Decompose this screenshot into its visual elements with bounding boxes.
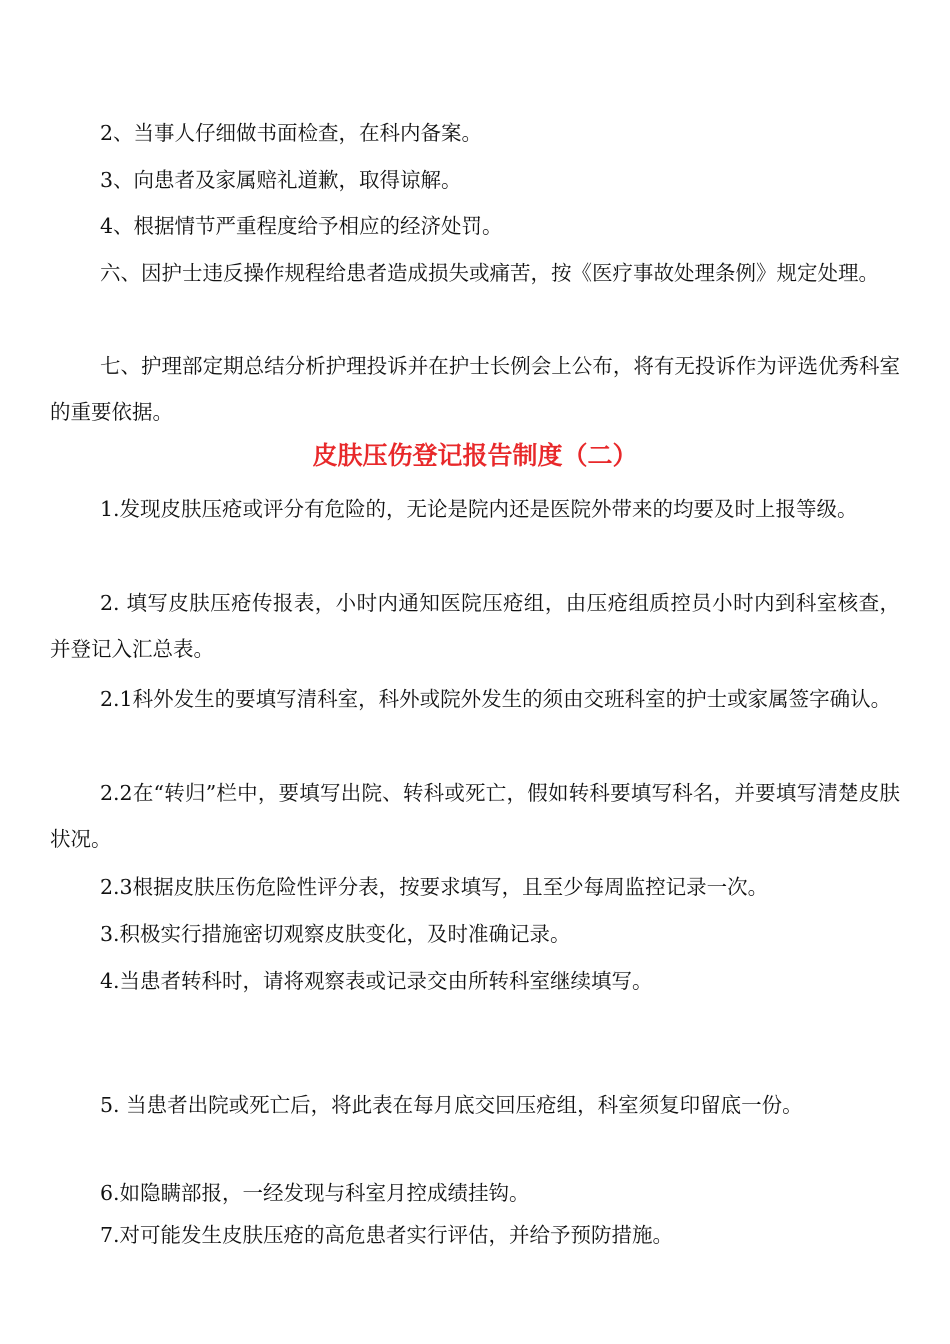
paragraph-rule-7: 7.对可能发生皮肤压疮的高危患者实行评估，并给予预防措施。 <box>100 1223 674 1247</box>
paragraph-rule-2: 2. 填写皮肤压疮传报表，小时内通知医院压疮组，由压疮组质控员小时内到科室核查，并登记入汇总表。 <box>50 591 900 661</box>
paragraph-rule-5: 5. 当患者出院或死亡后，将此表在每月底交回压疮组，科室须复印留底一份。 <box>100 1093 803 1117</box>
paragraph-rule-3: 3.积极实行措施密切观察皮肤变化，及时准确记录。 <box>100 922 571 946</box>
paragraph-item-seven: 七、护理部定期总结分析护理投诉并在护士长例会上公布，将有无投诉作为评选优秀科室的重要依据。 <box>50 354 900 424</box>
paragraph-item-4: 4、根据情节严重程度给予相应的经济处罚。 <box>100 214 503 238</box>
paragraph-rule-2-3: 2.3根据皮肤压伤危险性评分表，按要求填写，且至少每周监控记录一次。 <box>100 875 769 899</box>
paragraph-rule-2-2: 2.2在“转归”栏中，要填写出院、转科或死亡，假如转科要填写科名，并要填写清楚皮肤状况。 <box>50 781 900 851</box>
paragraph-rule-2-1: 2.1科外发生的要填写清科室，科外或院外发生的须由交班科室的护士或家属签字确认。 <box>100 687 892 711</box>
paragraph-item-six: 六、因护士违反操作规程给患者造成损失或痛苦，按《医疗事故处理条例》规定处理。 <box>100 261 879 285</box>
paragraph-item-2: 2、当事人仔细做书面检查，在科内备案。 <box>100 121 483 145</box>
paragraph-rule-4: 4.当患者转科时，请将观察表或记录交由所转科室继续填写。 <box>100 969 653 993</box>
paragraph-rule-6: 6.如隐瞒部报，一经发现与科室月控成绩挂钩。 <box>100 1181 530 1205</box>
paragraph-rule-1: 1.发现皮肤压疮或评分有危险的，无论是院内还是医院外带来的均要及时上报等级。 <box>100 497 858 521</box>
section-title: 皮肤压伤登记报告制度（二） <box>312 441 638 470</box>
paragraph-item-3: 3、向患者及家属赔礼道歉，取得谅解。 <box>100 168 462 192</box>
